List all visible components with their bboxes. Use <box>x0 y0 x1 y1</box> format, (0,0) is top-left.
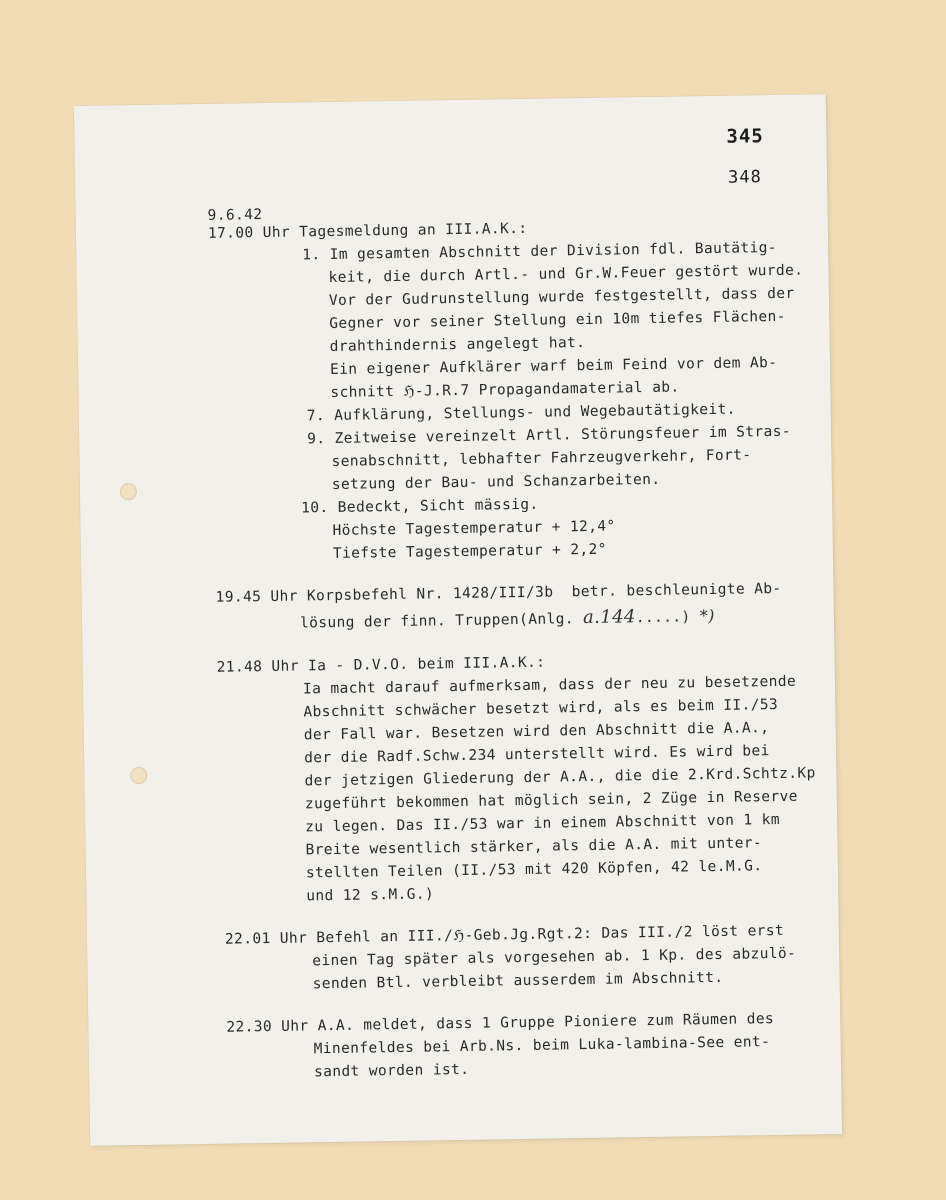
entry-17-00-line: schnitt ℌ-J.R.7 Propagandamaterial ab. <box>330 379 680 401</box>
entry-date: 9.6.42 <box>207 207 263 224</box>
entry-17-00-line: 9. Zeitweise vereinzelt Artl. Störungsfeuer im Stras- <box>307 423 792 448</box>
entry-17-00-line: Ein eigener Aufklärer warf beim Feind vor dem Ab- <box>329 354 778 378</box>
entry-17-00-line: 10. Bedeckt, Sicht mässig. <box>301 496 539 517</box>
entry-21-48-line: Abschnitt schwächer besetzt wird, als es beim II./53 <box>303 696 779 721</box>
entry-22-01-line: senden Btl. verbleibt ausserdem im Abschnitt. <box>312 969 724 993</box>
entry-17-00-line: Tiefste Tagestemperatur + 2,2° <box>332 541 607 562</box>
entry-21-48-line: zu legen. Das II./53 war in einem Abschnitt von 1 km <box>305 811 781 836</box>
entry-22-30-line: sandt worden ist. <box>313 1061 470 1081</box>
entry-21-48-line: stellten Teilen (II./53 mit 420 Köpfen, 42 le.M.G. <box>305 858 763 882</box>
entry-21-48-line: der Fall war. Besetzen wird den Abschnitt die A.A., <box>303 720 770 744</box>
entry-17-00-line: Vor der Gudrunstellung wurde festgestellt, dass der <box>328 285 795 309</box>
document-page <box>74 94 842 1146</box>
entry-19-45-line: 19.45 Uhr Korpsbefehl Nr. 1428/III/3b betr. beschleunigte Ab- <box>215 580 782 606</box>
entry-17-00-line: 1. Im gesamten Abschnitt der Division fdl. Bautätig- <box>302 239 778 264</box>
entry-21-48-line: und 12 s.M.G.) <box>306 886 435 905</box>
entry-21-48-line: Breite wesentlich stärker, als die A.A. mit unter- <box>305 835 763 859</box>
entry-17-00-line: setzung der Bau- und Schanzarbeiten. <box>331 471 661 493</box>
entry-19-45-text: lösung der finn. Truppen(Anlg. <box>299 611 575 632</box>
entry-17-00-line: Gegner vor seiner Stellung ein 10m tiefes Flächen- <box>329 308 786 332</box>
entry-17-00-line: 7. Aufklärung, Stellungs- und Wegebautätigkeit. <box>306 401 736 425</box>
handwritten-footnote-mark: *) <box>699 605 715 626</box>
entry-17-00-line: drahthindernis angelegt hat. <box>329 334 586 355</box>
entry-19-45-text-tail: .....) <box>635 609 691 627</box>
entry-22-01-line: einen Tag später als vorgesehen ab. 1 Kp. des abzulö- <box>312 945 797 970</box>
entry-17-00-line: keit, die durch Artl.- und Gr.W.Feuer gestört wurde. <box>328 262 804 286</box>
entry-21-48-line: zugeführt bekommen hat möglich sein, 2 Züge in Reserve <box>304 788 798 813</box>
entry-21-48-line: der die Radf.Schw.234 unterstellt wird. Es wird bei <box>304 743 770 767</box>
page-number-stamped: 345 <box>726 125 764 148</box>
entry-19-45-line <box>300 605 715 633</box>
page-number-typed: 348 <box>727 167 762 188</box>
entry-22-30-line: 22.30 Uhr A.A. meldet, dass 1 Gruppe Pioniere zum Räumen des <box>226 1011 775 1036</box>
punch-hole-upper <box>120 483 137 500</box>
entry-22-30-line: Minenfeldes bei Arb.Ns. beim Luka-lambina-See ent- <box>313 1034 771 1058</box>
entry-17-00-heading: 17.00 Uhr Tagesmeldung an III.A.K.: <box>207 220 528 242</box>
entry-21-48-line: Ia macht darauf aufmerksam, dass der neu zu besetzende <box>302 673 797 698</box>
entry-22-01-line: 22.01 Uhr Befehl an III./ℌ-Geb.Jg.Rgt.2: Das III./2 löst erst <box>224 922 785 948</box>
handwritten-annex-number: a.144 <box>582 606 636 629</box>
punch-hole-lower <box>130 767 147 784</box>
entry-17-00-line: Höchste Tagestemperatur + 12,4° <box>332 518 616 539</box>
entry-21-48-line: der jetzigen Gliederung der A.A., die die 2.Krd.Schtz.Kp <box>304 765 816 790</box>
entry-21-48-heading: 21.48 Uhr Ia - D.V.O. beim III.A.K.: <box>216 654 546 676</box>
entry-17-00-line: senabschnitt, lebhafter Fahrzeugverkehr, Fort- <box>331 447 752 470</box>
